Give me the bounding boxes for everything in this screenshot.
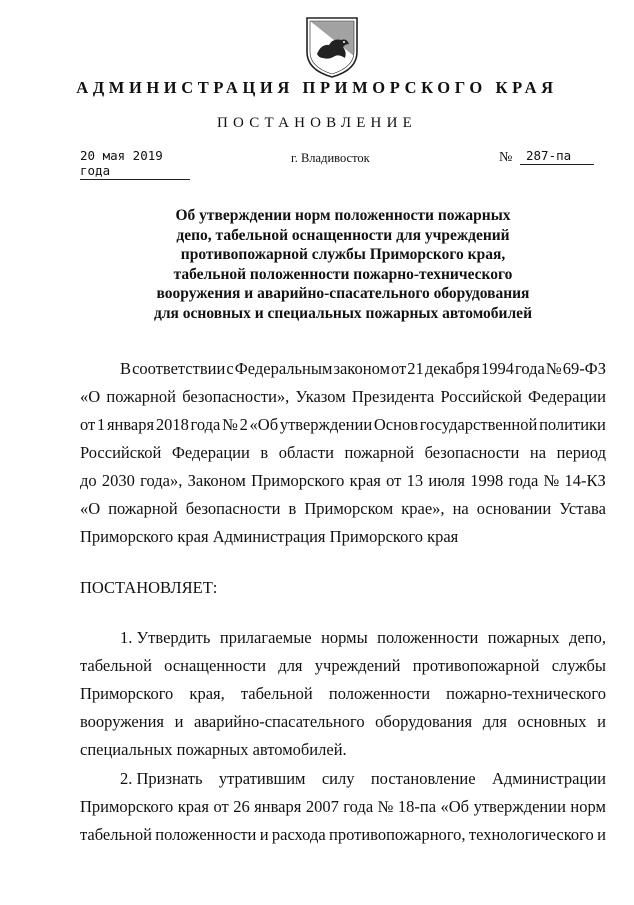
word: противопожарного,	[329, 825, 466, 844]
word: расхода	[271, 825, 326, 844]
word: табельной	[80, 656, 152, 675]
text-line	[80, 624, 606, 652]
word: утверждении	[279, 415, 373, 434]
word: норм	[570, 797, 606, 816]
word: крае»,	[401, 499, 445, 518]
text-line	[80, 411, 606, 439]
word: №	[545, 359, 562, 378]
decree-item-1	[80, 624, 606, 764]
word: края	[349, 471, 381, 490]
word: и	[259, 825, 269, 844]
word: 1	[96, 415, 106, 434]
word: января	[106, 415, 155, 434]
text-line	[80, 523, 606, 551]
word: положенности	[377, 628, 479, 647]
word: «Об	[249, 415, 279, 434]
text-line	[80, 821, 606, 849]
word: Президента	[351, 387, 435, 406]
word: 14-КЗ	[564, 471, 606, 490]
word: и	[597, 712, 606, 731]
organization-name: АДМИНИСТРАЦИЯ ПРИМОРСКОГО КРАЯ	[76, 78, 558, 97]
word: пожарной	[344, 443, 415, 462]
word: основании	[476, 499, 552, 518]
text-line	[80, 765, 606, 793]
preamble-paragraph	[80, 355, 606, 551]
word: пожарной	[108, 499, 178, 518]
word: для	[278, 656, 303, 675]
word: года	[514, 359, 545, 378]
word: Приморского	[80, 684, 174, 703]
word: прилагаемые	[219, 628, 312, 647]
word: от	[80, 415, 96, 434]
word: на	[529, 443, 547, 462]
word: безопасности»,	[182, 387, 290, 406]
word: 21	[407, 359, 424, 378]
text-line	[80, 495, 606, 523]
word: специальных пожарных автомобилей.	[80, 740, 347, 759]
word: от	[386, 471, 402, 490]
word: Указом	[295, 387, 346, 406]
word: 18-па	[397, 797, 437, 816]
word: Приморского	[80, 797, 174, 816]
word: безопасности	[424, 443, 520, 462]
text-line	[80, 652, 606, 680]
title-line: противопожарной службы Приморского края,	[180, 246, 506, 263]
number-sign: №	[499, 150, 513, 165]
word: постановление	[370, 769, 476, 788]
decree-item-2	[80, 765, 606, 849]
word: №	[543, 471, 560, 490]
word: 26	[233, 797, 250, 816]
word: июля	[428, 471, 465, 490]
text-line	[80, 736, 606, 764]
word: законом	[333, 359, 390, 378]
text-line	[80, 439, 606, 467]
word: положенности	[328, 684, 431, 703]
word: Федерации	[171, 443, 250, 462]
word: 1998	[470, 471, 504, 490]
word: Законом	[187, 471, 246, 490]
word: «О	[80, 387, 101, 406]
word: безопасности	[185, 499, 281, 518]
word: В	[120, 359, 132, 378]
word: основных	[517, 712, 587, 731]
word: утверждении	[473, 797, 566, 816]
word: 2018	[155, 415, 189, 434]
word: до	[80, 471, 97, 490]
word: 13	[406, 471, 424, 490]
word: Федерации	[528, 387, 606, 406]
word: оснащенности	[164, 656, 267, 675]
word: табельной	[80, 825, 152, 844]
word: Российской	[440, 387, 522, 406]
text-line	[80, 793, 606, 821]
title-line: табельной положенности пожарно-технического	[173, 265, 513, 283]
word: с	[226, 359, 234, 378]
word: нормы	[321, 628, 368, 647]
word: «Об	[440, 797, 470, 816]
word: и	[597, 825, 606, 844]
word: пожарно-технического	[446, 684, 606, 703]
title-line: Об утверждении норм положенности пожарных	[175, 207, 511, 224]
word: силу	[321, 769, 355, 788]
word: 2030	[101, 471, 135, 490]
word: оборудования	[375, 712, 473, 731]
word: №	[222, 415, 238, 434]
word: политики	[539, 415, 606, 434]
word: декабря	[424, 359, 480, 378]
document-type: ПОСТАНОВЛЕНИЕ	[217, 115, 417, 131]
title-line: депо, табельной оснащенности для учреждений	[176, 226, 510, 244]
word: 2. Признать	[120, 769, 203, 788]
title-line: для основных и специальных пожарных автомобилей	[154, 304, 532, 322]
word: утратившим	[218, 769, 306, 788]
word: «О	[80, 499, 101, 518]
word: государственной	[419, 415, 538, 434]
word: области	[278, 443, 334, 462]
word: Основ	[373, 415, 419, 434]
word: пожарной	[106, 387, 176, 406]
word: на	[452, 499, 469, 518]
word: края,	[189, 684, 225, 703]
decree-word: ПОСТАНОВЛЯЕТ:	[80, 578, 218, 597]
word: от	[391, 359, 407, 378]
document-date: 20 мая 2019 года	[80, 148, 190, 180]
title-line: вооружения и аварийно-спасательного оборудования	[156, 285, 530, 302]
word: года»,	[140, 471, 183, 490]
text-line	[80, 355, 606, 383]
word: в	[288, 499, 297, 518]
word: края	[177, 797, 209, 816]
primorsky-krai-coat-of-arms-icon	[303, 14, 361, 80]
text-line	[80, 708, 606, 736]
word: учреждений	[314, 656, 401, 675]
word: Устава	[559, 499, 606, 518]
word: 2	[239, 415, 248, 434]
word: года	[190, 415, 221, 434]
document-number: 287-па	[520, 148, 594, 165]
text-line	[80, 680, 606, 708]
word: от	[213, 797, 229, 816]
document-title	[80, 206, 606, 323]
word: соответствии	[132, 359, 226, 378]
word: для	[482, 712, 507, 731]
word: 2007	[305, 797, 339, 816]
word: в	[260, 443, 269, 462]
word: января	[254, 797, 302, 816]
word: Приморского края Администрация Приморского края	[80, 527, 459, 546]
word: 69-ФЗ	[562, 359, 606, 378]
word: Приморского	[251, 471, 345, 490]
word: и	[174, 712, 184, 731]
word: положенности	[155, 825, 257, 844]
word: 1994	[480, 359, 514, 378]
word: аварийно-спасательного	[194, 712, 365, 731]
text-line	[80, 467, 606, 495]
word: Российской	[80, 443, 162, 462]
word: депо,	[569, 628, 606, 647]
word: №	[377, 797, 394, 816]
word: Приморском	[304, 499, 394, 518]
word: службы	[551, 656, 606, 675]
word: вооружения	[80, 712, 164, 731]
word: период	[556, 443, 606, 462]
word: противопожарной	[412, 656, 540, 675]
word: технологического	[468, 825, 594, 844]
word: пожарных	[487, 628, 560, 647]
document-city: г. Владивосток	[291, 151, 370, 165]
word: Администрации	[491, 769, 606, 788]
word: Федеральным	[234, 359, 333, 378]
word: года	[508, 471, 539, 490]
word: года	[343, 797, 374, 816]
text-line	[80, 383, 606, 411]
word: табельной	[240, 684, 313, 703]
word: 1. Утвердить	[120, 628, 211, 647]
